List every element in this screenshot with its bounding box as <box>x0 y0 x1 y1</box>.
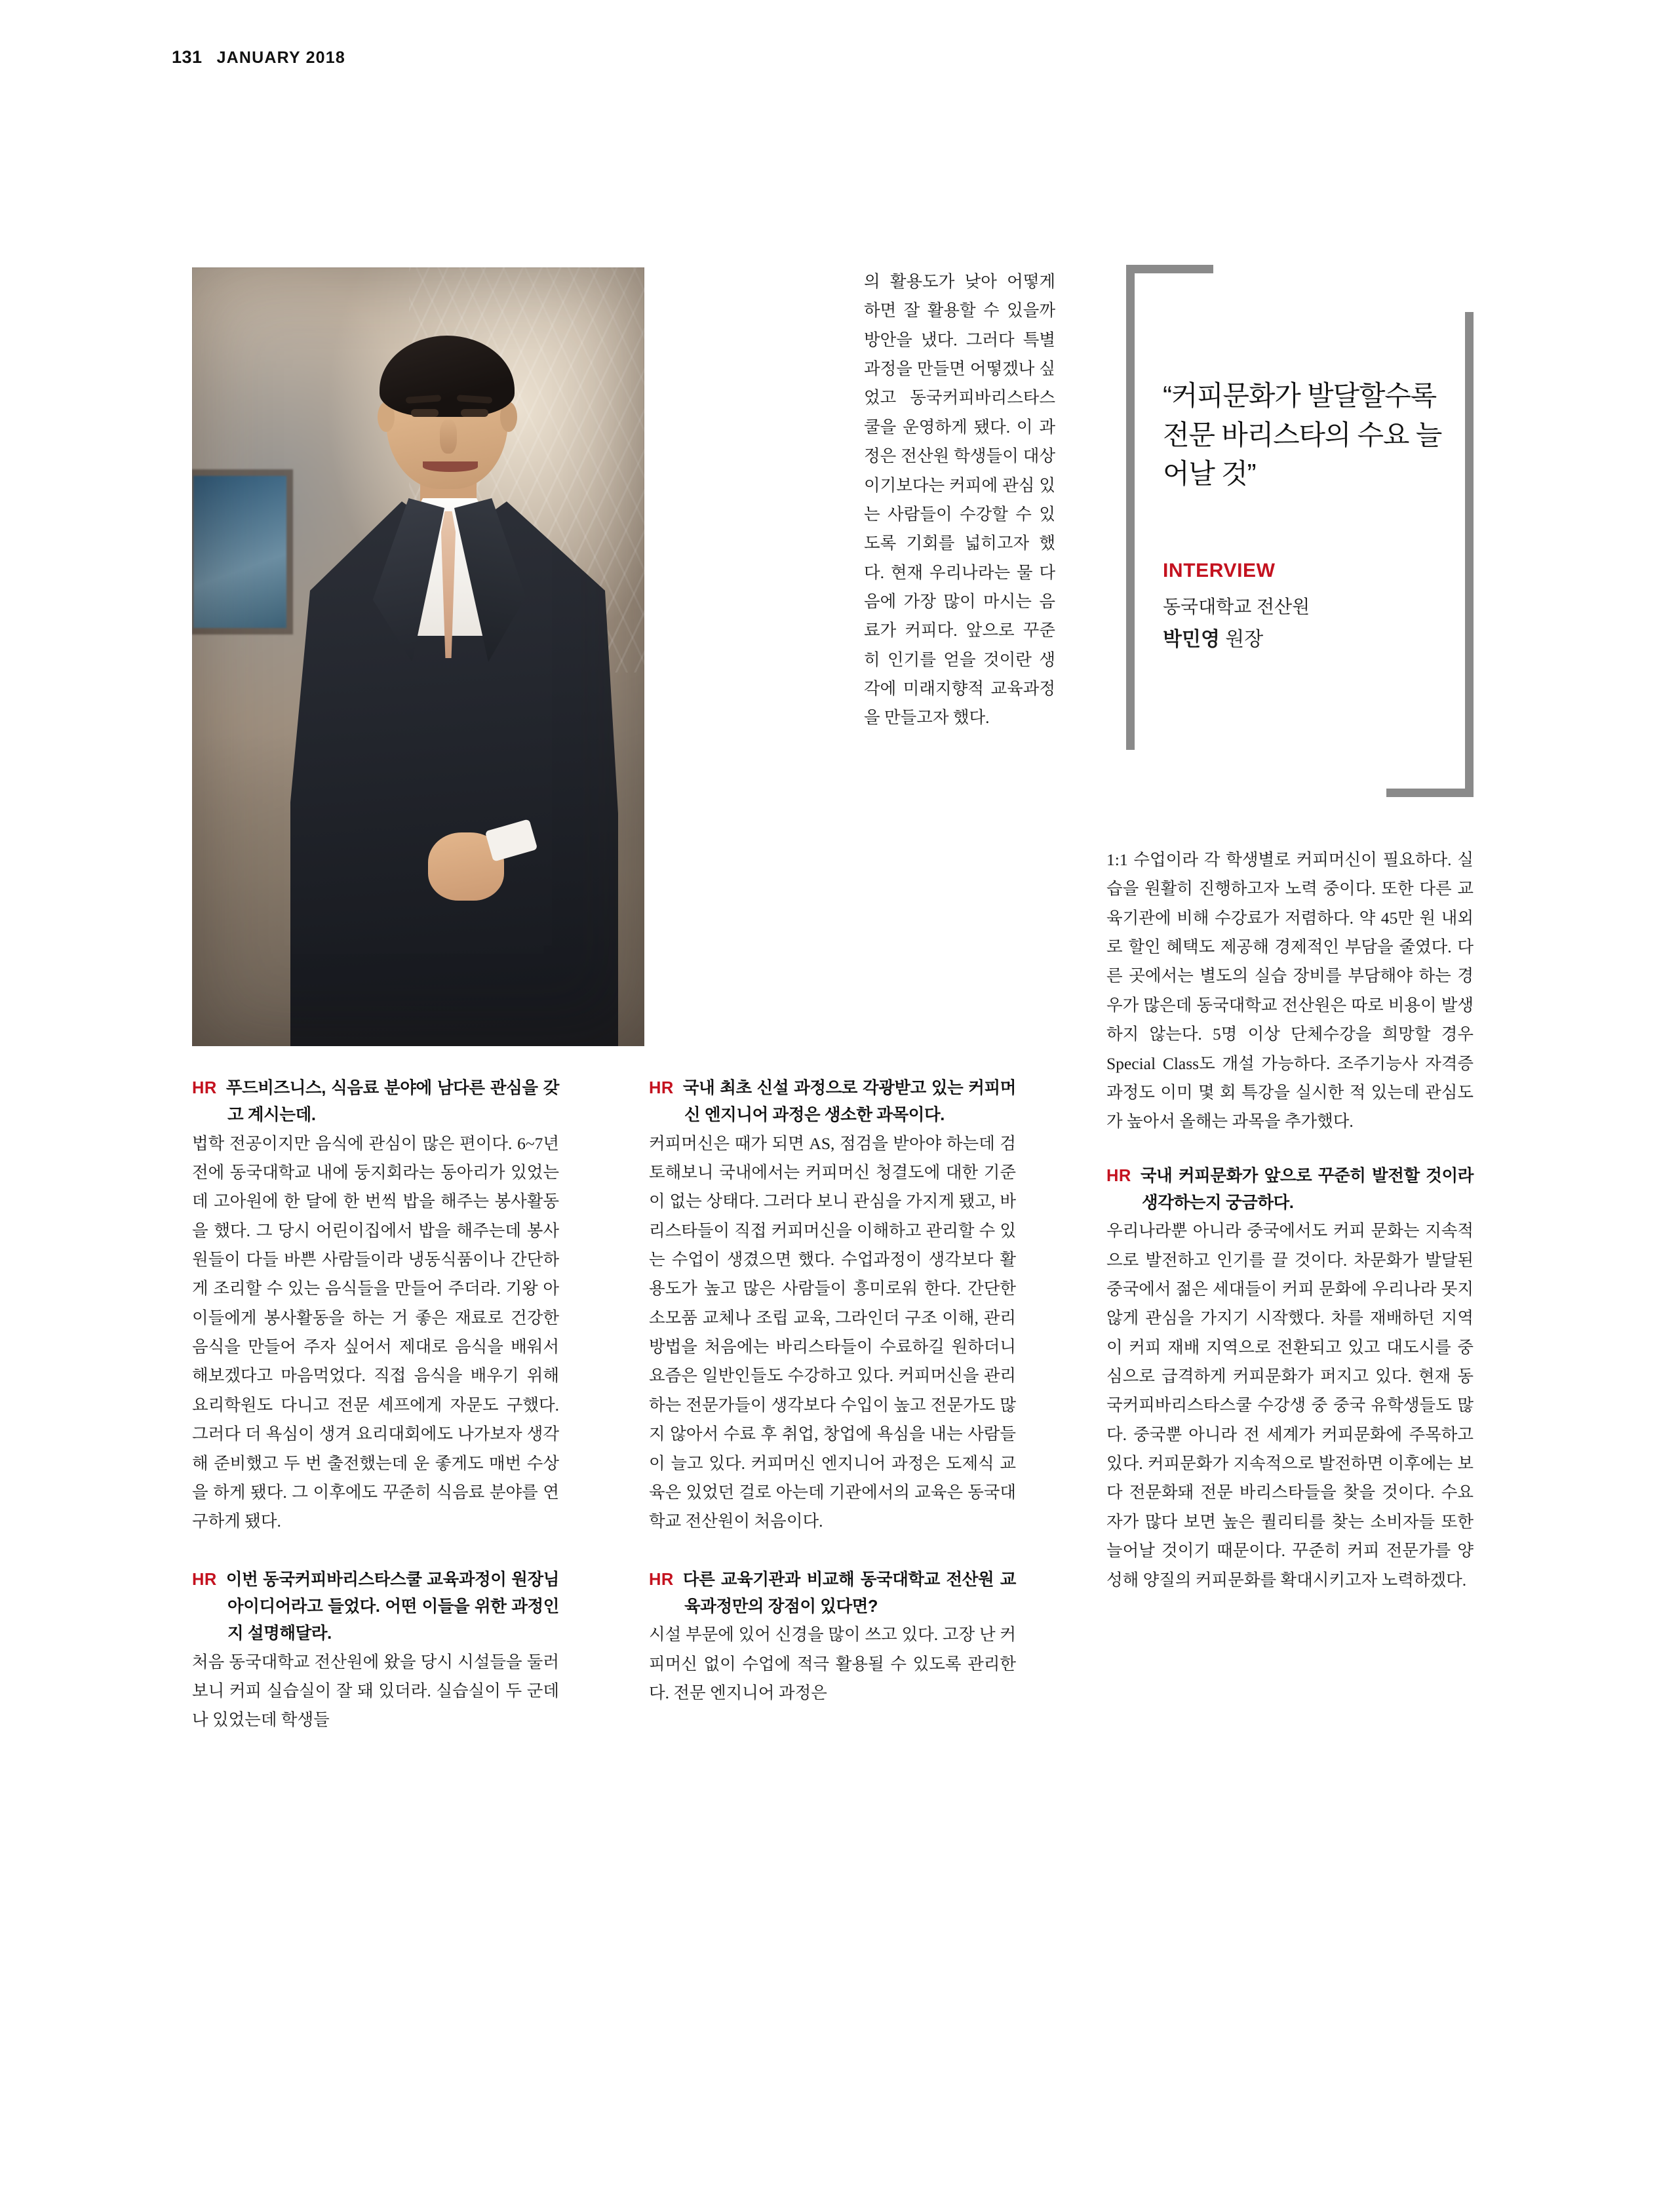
column-gap <box>649 1536 1016 1567</box>
hr-tag: HR <box>649 1570 674 1589</box>
qa-block <box>192 1567 559 1735</box>
question-heading <box>649 1075 1016 1129</box>
body-column-1 <box>192 1075 559 1735</box>
pull-quote-text: “커피문화가 발달할수록 전문 바리스타의 수요 늘어날 것” <box>1163 380 1442 490</box>
quote-bracket-bottom-right <box>1386 710 1474 797</box>
interview-label: INTERVIEW <box>1163 560 1276 581</box>
question-heading <box>192 1075 559 1129</box>
page-number: 131 <box>172 47 203 67</box>
answer-text: 법학 전공이지만 음식에 관심이 많은 편이다. 6~7년 전에 동국대학교 내에 둥지회라는 동아리가 있었는데 고아원에 한 달에 한 번씩 밥을 해주는 봉사활동을 했다. 그 당시 어린이집에서 밥을 해주는데 봉사원들이 다들 바쁜 사람들이라 냉동식품이나 간단하게 조리할 수 있는 음식들을 만들어 주더라. 기왕 아이들에게 봉사활동을 하는 거 좋은 재료로 건강한 음식을 만들어 주자 싶어서 제대로 음식을 배워서 해보겠다고 마음먹었다. 직접 음식을 배우기 위해 요리학원도 다니고 전문 셰프에게 자문도 구했다. 그러다 더 욕심이 생겨 요리대회에도 나가보자 생각해 준비했고 두 번 출전했는데 운 좋게도 매번 수상을 하게 됐다. 그 이후에도 꾸준히 식음료 분야를 연구하게 됐다. <box>192 1133 559 1531</box>
qa-block <box>192 1075 559 1536</box>
hr-tag: HR <box>192 1570 217 1589</box>
pull-quote-box <box>1126 265 1474 797</box>
question-heading <box>1106 1163 1474 1217</box>
answer-text: 우리나라뿐 아니라 중국에서도 커피 문화는 지속적으로 발전하고 인기를 끌 것이다. 차문화가 발달된 중국에서 젊은 세대들이 커피 문화에 우리나라 못지않게 관심을 가지기 시작했다. 차를 재배하던 지역이 커피 재배 지역으로 전환되고 있고 대도시를 중심으로 급격하게 커피문화가 퍼지고 있다. 현재 동국커피바리스타스쿨 수강생 중 중국 유학생들도 많다. 중국뿐 아니라 전 세계가 커피문화에 주목하고 있다. 커피문화가 지속적으로 발전하면 이후에는 보다 전문화돼 전문 바리스타들을 찾을 것이다. 수요자가 많다 보면 높은 퀄리티를 찾는 소비자들 또한 늘어날 것이기 때문이다. 꾸준히 커피 전문가를 양성해 양질의 커피문화를 확대시키고자 노력하겠다. <box>1106 1221 1474 1590</box>
question-heading <box>192 1567 559 1648</box>
question-text: 푸드비즈니스, 식음료 분야에 남다른 관심을 갖고 계시는데. <box>225 1079 559 1125</box>
page-header <box>172 47 345 68</box>
question-text: 이번 동국커피바리스타스쿨 교육과정이 원장님 아이디어라고 들었다. 어떤 이들을 위한 과정인지 설명해달라. <box>225 1570 559 1643</box>
qa-block <box>1106 1163 1474 1595</box>
portrait-photo <box>192 267 644 1046</box>
interview-person-name: 박민영 <box>1163 629 1220 650</box>
column-gap <box>1106 1137 1474 1163</box>
question-text: 다른 교육기관과 비교해 동국대학교 전산원 교육과정만의 장점이 있다면? <box>682 1570 1016 1616</box>
continuation-paragraph: 1:1 수업이라 각 학생별로 커피머신이 필요하다. 실습을 원활히 진행하고자 노력 중이다. 또한 다른 교육기관에 비해 수강료가 저렴하다. 약 45만 원 내외로 할인 혜택도 제공해 경제적인 부담을 줄였다. 다른 곳에서는 별도의 실습 장비를 부담해야 하는 경우가 많은데 동국대학교 전산원은 따로 비용이 발생하지 않는다. 5명 이상 단체수강을 희망할 경우 Special Class도 개설 가능하다. 조주기능사 자격증 과정도 이미 몇 회 특강을 실시한 적 있는데 관심도가 높아서 올해는 과목을 추가했다. <box>1106 850 1474 1131</box>
answer-text: 커피머신은 때가 되면 AS, 점검을 받아야 하는데 검토해보니 국내에서는 커피머신 청결도에 대한 기준이 없는 상태다. 그러다 보니 관심을 가지게 됐고, 바리스타들이 직접 커피머신을 이해하고 관리할 수 있는 수업이 생겼으면 했다. 수업과정이 생각보다 활용도가 높고 많은 사람들이 흥미로워 한다. 간단한 소모품 교체나 조립 교육, 그라인더 구조 이해, 관리방법을 처음에는 바리스타들이 수료하길 원하더니 요즘은 일반인들도 수강하고 있다. 커피머신을 관리하는 전문가들이 생각보다 수입이 높고 전문가도 많지 않아서 수료 후 취업, 창업에 욕심을 내는 사람들이 늘고 있다. 커피머신 엔지니어 과정은 도제식 교육은 있었던 걸로 아는데 기관에서의 교육은 동국대학교 전산원이 처음이다. <box>649 1133 1016 1531</box>
body-column-2 <box>649 1075 1016 1708</box>
hr-tag: HR <box>192 1079 217 1097</box>
hr-tag: HR <box>1106 1166 1131 1185</box>
quote-bracket-top-left <box>1126 265 1213 352</box>
interview-organization: 동국대학교 전산원 <box>1163 596 1310 617</box>
column-gap <box>192 1536 559 1567</box>
answer-text: 처음 동국대학교 전산원에 왔을 당시 시설들을 둘러보니 커피 실습실이 잘 돼 있더라. 실습실이 두 군데나 있었는데 학생들 <box>192 1652 559 1730</box>
answer-text: 시설 부문에 있어 신경을 많이 쓰고 있다. 고장 난 커피머신 없이 수업에 적극 활용될 수 있도록 관리한다. 전문 엔지니어 과정은 <box>649 1625 1016 1702</box>
question-text: 국내 커피문화가 앞으로 꾸준히 발전할 것이라 생각하는지 궁금하다. <box>1140 1166 1474 1212</box>
interview-person-title: 원장 <box>1219 629 1264 650</box>
question-text: 국내 최초 신설 과정으로 각광받고 있는 커피머신 엔지니어 과정은 생소한 과목이다. <box>682 1079 1016 1125</box>
body-column-3 <box>1106 846 1474 1595</box>
hr-tag: HR <box>649 1079 674 1097</box>
issue-date: JANUARY 2018 <box>216 49 345 67</box>
top-middle-column <box>864 267 1055 733</box>
interview-person <box>1163 623 1263 652</box>
photo-vignette <box>192 267 644 1046</box>
qa-block <box>649 1075 1016 1536</box>
qa-block <box>649 1567 1016 1708</box>
question-heading <box>649 1567 1016 1621</box>
top-middle-paragraph: 의 활용도가 낮아 어떻게 하면 잘 활용할 수 있을까 방안을 냈다. 그러다 특별과정을 만들면 어떻겠나 싶었고 동국커피바리스타스쿨을 운영하게 됐다. 이 과정은 전산원 학생들이 대상이기보다는 커피에 관심 있는 사람들이 수강할 수 있도록 기회를 넓히고자 했다. 현재 우리나라는 물 다음에 가장 많이 마시는 음료가 커피다. 앞으로 꾸준히 인기를 얻을 것이란 생각에 미래지향적 교육과정을 만들고자 했다. <box>864 272 1055 728</box>
